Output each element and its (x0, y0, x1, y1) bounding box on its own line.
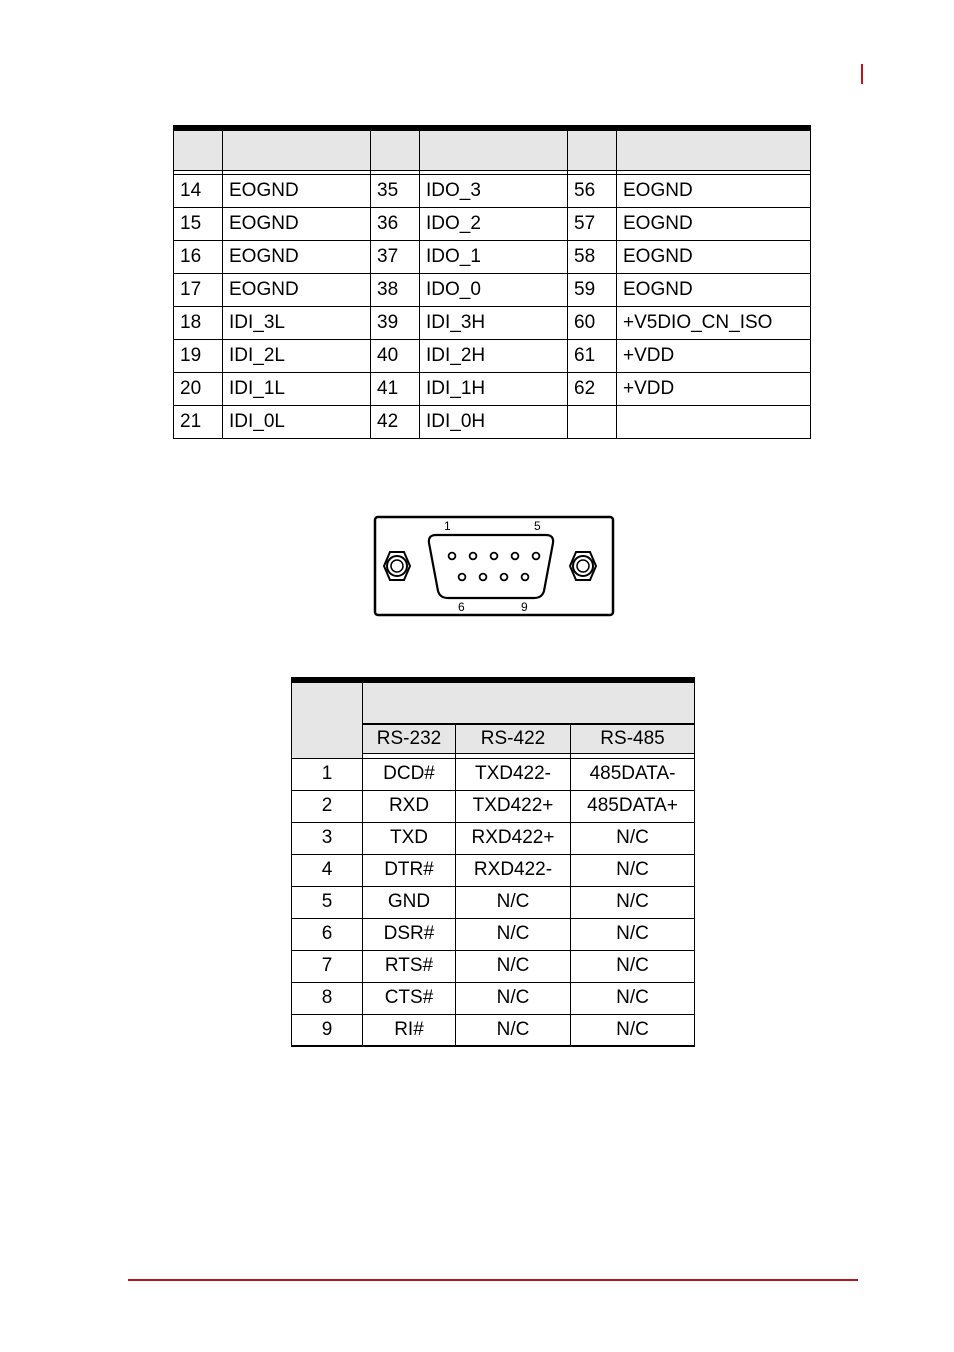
pin-label-5: 5 (534, 519, 541, 533)
pin-label-6: 6 (458, 600, 465, 614)
rs232-signal-cell: TXD (363, 822, 456, 854)
signal-name-cell (617, 405, 811, 438)
table-row (292, 886, 695, 918)
signal-name-cell: IDI_1H (420, 372, 568, 405)
signal-name-cell: EOGND (617, 207, 811, 240)
pin-number-cell: 37 (371, 240, 420, 273)
signal-name-cell: EOGND (223, 273, 371, 306)
table-row (174, 339, 811, 372)
table-header (174, 128, 811, 170)
rs232-signal-cell: RTS# (363, 950, 456, 982)
pin-number-cell: 20 (174, 372, 223, 405)
rs422-signal-cell: N/C (456, 918, 571, 950)
pin-number-cell: 1 (292, 758, 363, 790)
signal-name-cell: EOGND (617, 240, 811, 273)
signal-name-cell: IDI_1L (223, 372, 371, 405)
rs485-signal-cell: N/C (571, 1014, 695, 1046)
pin-number-cell (568, 405, 617, 438)
table-row (292, 822, 695, 854)
header-cell (174, 128, 223, 170)
signal-name-cell: IDO_1 (420, 240, 568, 273)
signal-name-cell: IDI_2L (223, 339, 371, 372)
mode-rs232-header: RS-232 (363, 724, 456, 753)
header-cell (568, 128, 617, 170)
signal-name-cell: IDI_3L (223, 306, 371, 339)
pin-header-cell (292, 680, 363, 758)
table-row (292, 982, 695, 1014)
header-cell (617, 128, 811, 170)
pin-number-cell: 2 (292, 790, 363, 822)
pin-number-cell: 18 (174, 306, 223, 339)
signal-name-cell: +VDD (617, 339, 811, 372)
pin-number-cell: 9 (292, 1014, 363, 1046)
rs232-signal-cell: RI# (363, 1014, 456, 1046)
pin-number-cell: 19 (174, 339, 223, 372)
mode-rs422-header: RS-422 (456, 724, 571, 753)
header-cell (420, 128, 568, 170)
rs232-signal-cell: DCD# (363, 758, 456, 790)
pin-number-cell: 4 (292, 854, 363, 886)
pin-number-cell: 57 (568, 207, 617, 240)
rs422-signal-cell: N/C (456, 982, 571, 1014)
signal-name-cell: IDI_0H (420, 405, 568, 438)
signal-name-cell: EOGND (223, 174, 371, 207)
pin-number-cell: 61 (568, 339, 617, 372)
rs485-signal-cell: N/C (571, 918, 695, 950)
rs422-signal-cell: N/C (456, 886, 571, 918)
com-pin-table (291, 677, 695, 1047)
table-row (292, 790, 695, 822)
pin-number-cell: 8 (292, 982, 363, 1014)
pin-number-cell: 3 (292, 822, 363, 854)
pin-number-cell: 62 (568, 372, 617, 405)
rs485-signal-cell: N/C (571, 886, 695, 918)
rs232-signal-cell: GND (363, 886, 456, 918)
signal-name-cell: EOGND (617, 273, 811, 306)
signal-name-cell: IDI_2H (420, 339, 568, 372)
table-row (292, 1014, 695, 1046)
table-row (174, 207, 811, 240)
rs232-signal-cell: DSR# (363, 918, 456, 950)
header-cell (223, 128, 371, 170)
pin-number-cell: 58 (568, 240, 617, 273)
signal-name-cell: IDO_0 (420, 273, 568, 306)
pin-number-cell: 15 (174, 207, 223, 240)
rs485-signal-cell: 485DATA+ (571, 790, 695, 822)
table-row (174, 372, 811, 405)
rs232-signal-cell: RXD (363, 790, 456, 822)
pin-number-cell: 17 (174, 273, 223, 306)
pin-number-cell: 16 (174, 240, 223, 273)
pin-number-cell: 21 (174, 405, 223, 438)
signal-name-cell: EOGND (223, 207, 371, 240)
rs422-signal-cell: RXD422+ (456, 822, 571, 854)
rs232-signal-cell: CTS# (363, 982, 456, 1014)
pin-number-cell: 39 (371, 306, 420, 339)
dio-pin-table (173, 125, 811, 439)
header-cell (371, 128, 420, 170)
rs485-signal-cell: N/C (571, 982, 695, 1014)
pin-number-cell: 7 (292, 950, 363, 982)
rs422-signal-cell: TXD422+ (456, 790, 571, 822)
table-row (292, 758, 695, 790)
signal-name-cell: EOGND (223, 240, 371, 273)
table-row (174, 240, 811, 273)
pin-number-cell: 35 (371, 174, 420, 207)
signal-name-cell: IDO_3 (420, 174, 568, 207)
table-row (174, 273, 811, 306)
pin-number-cell: 38 (371, 273, 420, 306)
signal-name-cell: +VDD (617, 372, 811, 405)
rs485-signal-cell: N/C (571, 950, 695, 982)
pin-label-9: 9 (521, 600, 528, 614)
table-row (292, 950, 695, 982)
pin-number-cell: 5 (292, 886, 363, 918)
pin-number-cell: 41 (371, 372, 420, 405)
table-header (292, 680, 695, 724)
pin-number-cell: 42 (371, 405, 420, 438)
rs422-signal-cell: TXD422- (456, 758, 571, 790)
table-row (174, 405, 811, 438)
header-mark (861, 64, 863, 84)
pin-number-cell: 59 (568, 273, 617, 306)
db9-connector-diagram (372, 514, 616, 618)
signal-name-cell: EOGND (617, 174, 811, 207)
table-row (292, 918, 695, 950)
pin-number-cell: 36 (371, 207, 420, 240)
mode-header-cell (363, 680, 695, 724)
rs485-signal-cell: 485DATA- (571, 758, 695, 790)
mode-rs485-header: RS-485 (571, 724, 695, 753)
table-row (174, 174, 811, 207)
pin-number-cell: 14 (174, 174, 223, 207)
footer-rule (128, 1279, 858, 1281)
rs232-signal-cell: DTR# (363, 854, 456, 886)
pin-number-cell: 60 (568, 306, 617, 339)
rs485-signal-cell: N/C (571, 822, 695, 854)
rs422-signal-cell: RXD422- (456, 854, 571, 886)
signal-name-cell: IDI_0L (223, 405, 371, 438)
pin-label-1: 1 (444, 519, 451, 533)
pin-number-cell: 40 (371, 339, 420, 372)
table-row (174, 306, 811, 339)
signal-name-cell: IDO_2 (420, 207, 568, 240)
rs485-signal-cell: N/C (571, 854, 695, 886)
rs422-signal-cell: N/C (456, 1014, 571, 1046)
signal-name-cell: +V5DIO_CN_ISO (617, 306, 811, 339)
table-row (292, 854, 695, 886)
pin-number-cell: 6 (292, 918, 363, 950)
pin-number-cell: 56 (568, 174, 617, 207)
rs422-signal-cell: N/C (456, 950, 571, 982)
signal-name-cell: IDI_3H (420, 306, 568, 339)
